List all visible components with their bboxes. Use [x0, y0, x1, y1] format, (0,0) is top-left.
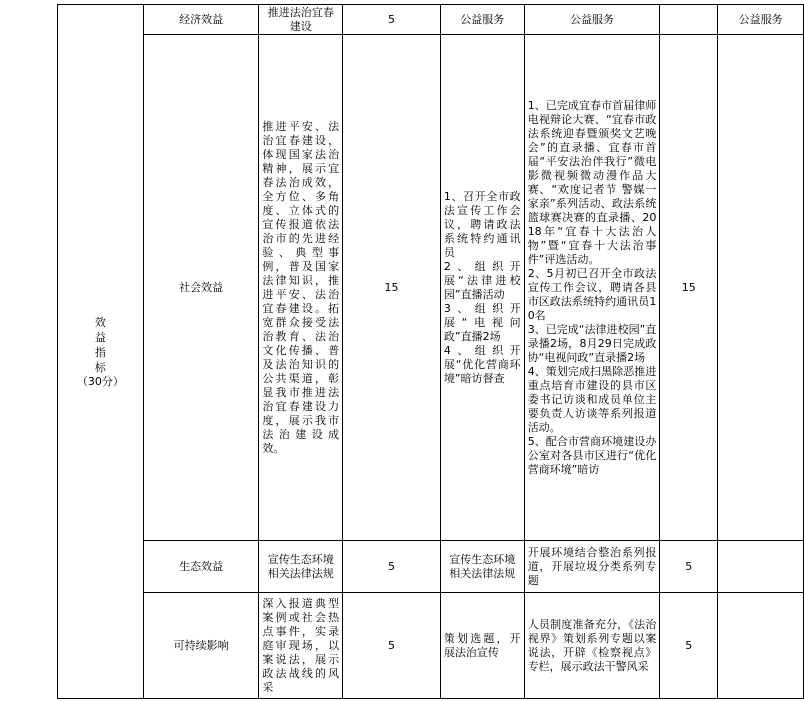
category-cell: 可持续影响: [143, 593, 259, 699]
category-cell: 社会效益: [143, 35, 259, 541]
group-score: （30分）: [76, 374, 124, 388]
actual-cell: 公益服务: [524, 5, 660, 35]
target-desc-cell: 推进法治宜春建设: [259, 5, 343, 35]
performance-indicator-table: [57, 4, 804, 699]
target-desc-cell: 推进平安、法治宜春建设，体现国家法治精神，展示宜春法治成效，全方位、多角度、立体式的宣传报道依法治市的先进经验、典型事例，普及国家法律知识，推进平安、法治宜春建设。拓宽群众接受法治教育、法治文化传播、普及法治知识的公共渠道，彰显我市推进法治宜春建设力度，展示我市法治建设成效。: [259, 35, 343, 541]
plan-cell: 1、召开全市政法宣传工作会议，聘请政法系统特约通讯员 2、组织开展“法律进校园”直播活动 3、组织开展“电视问政”直播2场 4、组织开展“优化营商环境”暗访督查: [440, 35, 524, 541]
table-row-social: [58, 35, 804, 541]
weight-cell: 5: [343, 541, 441, 593]
result-cell: [718, 541, 804, 593]
table-row-ecological: [58, 541, 804, 593]
category-cell: 生态效益: [143, 541, 259, 593]
target-desc-cell: 深入报道典型案例或社会热点事件，实录庭审现场，以案说法，展示政法战线的风采: [259, 593, 343, 699]
weight-cell: 5: [343, 5, 441, 35]
result-cell: [718, 35, 804, 541]
table-row-sustainable: [58, 593, 804, 699]
score-cell: 15: [660, 35, 718, 541]
table-row-economic: [58, 5, 804, 35]
weight-cell: 5: [343, 593, 441, 699]
actual-cell: 1、已完成宜春市首届律师电视辩论大赛、“宜春市政法系统迎春暨颁奖文艺晚会”的直录播、宜春市首届“平安法治伴我行”微电影微视频微动漫作品大赛、“欢度记者节 警媒一家亲”系列活动、政法系统篮球赛决赛的直录播、2018年“宜春十大法治人物”暨“宜春十大法治事件”评选活动。 2、5月初已召开全市政法宣传工作会议，聘请各县市区政法系统特约通讯员10名 3、已完成“法律进校园”直录播2场，8月29日完成政协“电视问政”直录播2场 4、策划完成扫黑除恶推进重点培育市建设的县市区委书记访谈和成员单位主要负责人访谈等系列报道活动。 5、配合市营商环境建设办公室对各县市区进行“优化营商环境”暗访: [524, 35, 660, 541]
score-cell: [660, 5, 718, 35]
actual-cell: 开展环境结合整治系列报道，开展垃圾分类系列专题: [524, 541, 660, 593]
score-cell: 5: [660, 593, 718, 699]
category-cell: 经济效益: [143, 5, 259, 35]
plan-cell: 公益服务: [440, 5, 524, 35]
result-cell: [718, 593, 804, 699]
result-cell: 公益服务: [718, 5, 804, 35]
target-desc-cell: 宣传生态环境相关法律法规: [259, 541, 343, 593]
actual-cell: 人员制度准备充分，《法治视界》策划系列专题以案说法，开辟《检察视点》专栏，展示政法干警风采: [524, 593, 660, 699]
group-name: 效益指标: [94, 315, 106, 374]
plan-cell: 宣传生态环境相关法律法规: [440, 541, 524, 593]
score-cell: 5: [660, 541, 718, 593]
plan-cell: 策划选题，开展法治宣传: [440, 593, 524, 699]
weight-cell: 15: [343, 35, 441, 541]
group-cell: [58, 5, 144, 699]
